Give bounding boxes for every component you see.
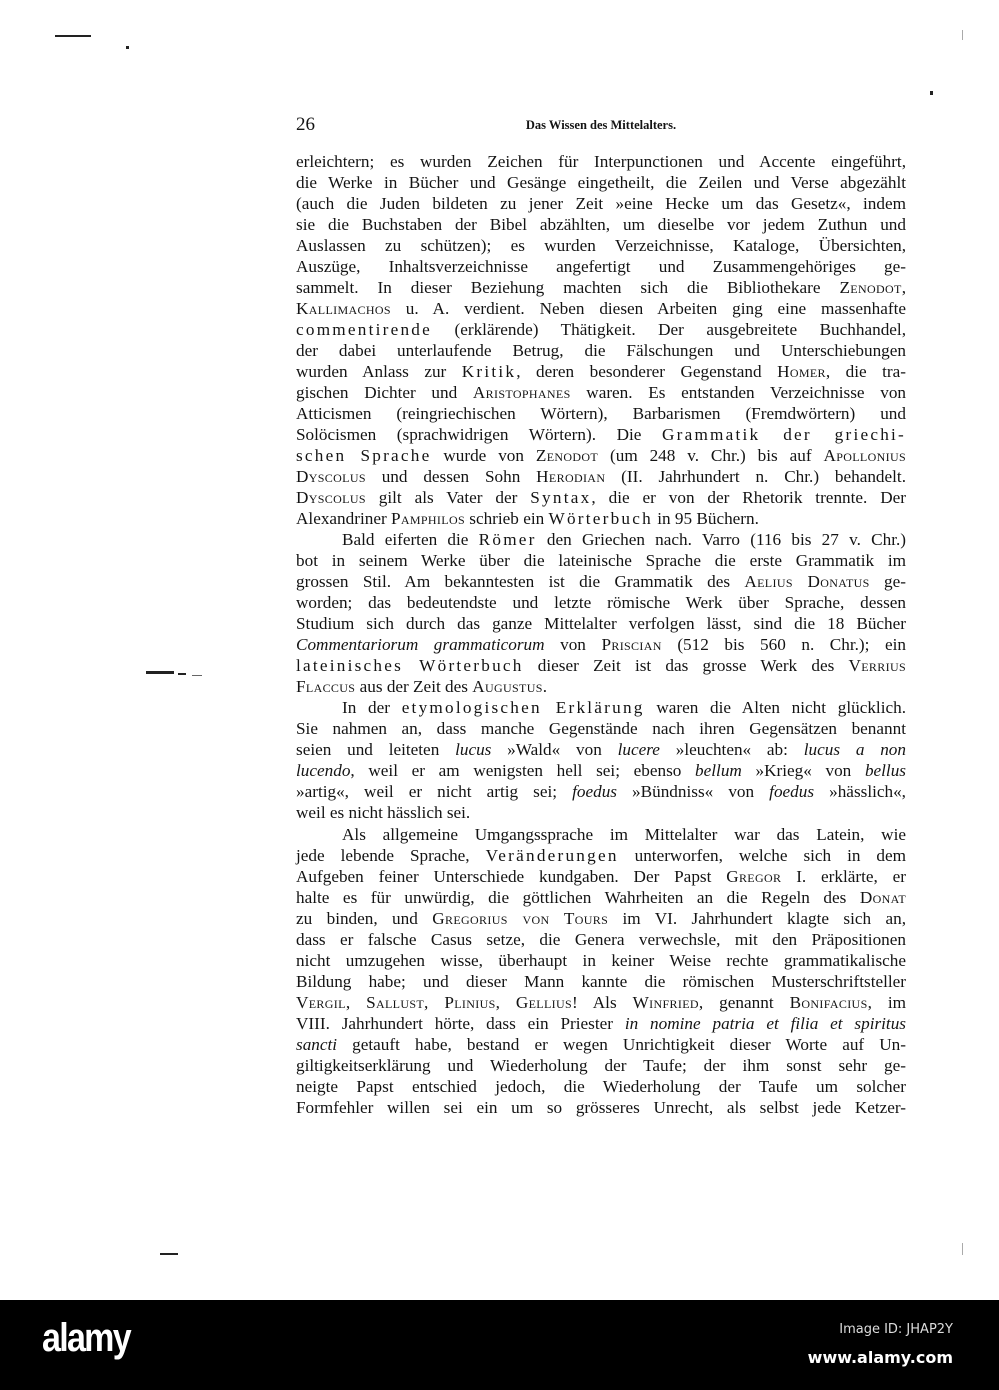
text-line (296, 445, 906, 466)
text-run: Als allgemeine Umgangssprache im Mittelalter war das Latein, wie (342, 824, 906, 844)
text-run: und dessen Sohn (365, 467, 537, 487)
watermark-footer (0, 1300, 999, 1390)
text-run: »Krieg« von (741, 761, 865, 781)
spaced-emphasis: Grammatik der griechi- (661, 425, 906, 445)
text-line (296, 929, 906, 950)
text-line (296, 866, 906, 887)
text-line (296, 781, 906, 802)
text-run: (auch die Juden bildeten zu jener Zeit »eine Hecke um das Gesetz«, indem (296, 194, 906, 214)
spaced-emphasis: Wörterbuch (548, 509, 653, 529)
text-line (296, 887, 906, 908)
text-line (296, 908, 906, 929)
text-run: dass er falsche Casus setze, die Genera verwechsle, mit den Präpositionen (296, 929, 906, 949)
text-run: dieser Zeit ist das grosse Werk des (523, 656, 849, 676)
text-run: , deren besonderer Gegenstand (516, 362, 778, 382)
spaced-emphasis: commentirende (296, 320, 432, 340)
text-line (296, 592, 906, 613)
name-small-caps: Herodian (536, 467, 606, 487)
text-run: »Wald« von (491, 740, 618, 760)
text-run: . (542, 677, 548, 697)
text-line (296, 277, 906, 298)
name-small-caps: Gregorius von Tours (432, 908, 609, 928)
text-run: Atticismen (reingriechischen Wörtern), Barbarismen (Fremdwörtern) und (296, 404, 906, 424)
text-run: , (424, 992, 445, 1012)
name-small-caps: Priscian (601, 635, 662, 655)
text-line (296, 802, 906, 823)
text-run: in 95 Büchern. (652, 509, 759, 529)
text-run: Bildung habe; und dieser Mann kannte die römischen Musterschriftsteller (296, 971, 906, 991)
spaced-emphasis: Kritik (461, 362, 517, 382)
text-run: zu binden, und (296, 908, 433, 928)
name-small-caps: Vergil (296, 992, 346, 1012)
scan-mark (160, 1253, 178, 1255)
italic-term: in nomine patria et filia et spiritus (624, 1013, 906, 1033)
site-url: www.alamy.com (807, 1348, 953, 1367)
spaced-emphasis: schen Sprache (296, 446, 432, 466)
text-line (296, 529, 906, 550)
text-run: wurden Anlass zur (296, 362, 462, 382)
text-run: , die er von der Rhetorik trennte. Der (591, 488, 906, 508)
text-run: , (495, 992, 516, 1012)
text-line (296, 697, 906, 718)
margin-mark (146, 671, 174, 674)
text-line (296, 256, 906, 277)
text-line (296, 1055, 906, 1076)
italic-term: lucus a non (803, 740, 906, 760)
text-line (296, 613, 906, 634)
text-run: die Werke in Bücher und Gesänge eingetheilt, die Zeilen und Verse abgezählt (296, 173, 906, 193)
text-run: »leuchten« ab: (659, 740, 804, 760)
text-line (296, 1076, 906, 1097)
text-run: weil es nicht hässlich sei. (296, 803, 471, 823)
text-run: worden; das bedeutendste und letzte römische Werk über Sprache, dessen (296, 593, 906, 613)
text-run: , im (867, 992, 906, 1012)
italic-term: lucus (455, 740, 492, 760)
text-run: Auslassen zu schützen); es wurden Verzeichnisse, Kataloge, Übersichten, (296, 236, 906, 256)
text-line (296, 1034, 906, 1055)
text-run: Aufgeben feiner Unterschiede kundgaben. Der Papst (296, 866, 727, 886)
text-run: wurde von (431, 446, 536, 466)
text-run: unterworfen, welche sich in dem (618, 845, 906, 865)
text-run: Studium sich durch das ganze Mittelalter verfolgen lässt, sind die 18 Bücher (296, 614, 906, 634)
text-run: giltigkeitserklärung und Wiederholung der Taufe; der ihm sonst sehr ge- (296, 1055, 906, 1075)
scan-mark (962, 30, 963, 40)
text-run: »Bündniss« von (616, 782, 770, 802)
text-line (296, 845, 906, 866)
italic-term: Commentariorum grammaticorum (296, 635, 545, 655)
text-line (296, 655, 906, 676)
text-line (296, 298, 906, 319)
text-run: u. A. verdient. Neben diesen Arbeiten ging eine massenhafte (390, 299, 906, 319)
name-small-caps: Pamphilos (390, 509, 465, 529)
name-small-caps: Zenodot (839, 278, 902, 298)
text-run: Alexandriner (296, 509, 391, 529)
text-line (296, 571, 906, 592)
text-run: jede lebende Sprache, (296, 845, 486, 865)
text-run: (um 248 v. Chr.) bis auf (598, 446, 824, 466)
text-line (296, 403, 906, 424)
name-small-caps: Homer (777, 362, 826, 382)
alamy-logo: alamy (42, 1316, 130, 1360)
italic-term: sancti (296, 1034, 338, 1054)
text-line (296, 634, 906, 655)
text-line (296, 382, 906, 403)
text-line (296, 1013, 906, 1034)
text-line (296, 340, 906, 361)
text-run: waren die Alten nicht glücklich. (644, 698, 907, 718)
text-run: neigte Papst entschied jedoch, die Wiederholung der Taufe um solcher (296, 1076, 906, 1096)
name-small-caps: Gregor (726, 866, 782, 886)
scan-mark (930, 91, 933, 95)
text-run: sammelt. In dieser Beziehung machten sich die Bibliothekare (296, 278, 840, 298)
text-run: den Griechen nach. Varro (116 bis 27 v. Chr.) (536, 530, 906, 550)
text-run: (II. Jahrhundert n. Chr.) behandelt. (605, 467, 906, 487)
text-line (296, 235, 906, 256)
text-run: , die tra- (825, 362, 906, 382)
text-run: VIII. Jahrhundert hörte, dass ein Priester (296, 1013, 625, 1033)
text-run: , weil er am wenigsten hell sei; ebenso (350, 761, 696, 781)
text-line (296, 319, 906, 340)
text-run: gilt als Vater der (365, 488, 531, 508)
italic-term: bellus (864, 761, 906, 781)
spaced-emphasis: lateinisches Wörterbuch (296, 656, 524, 676)
italic-term: bellum (695, 761, 742, 781)
text-run: sie die Buchstaben der Bibel abzählten, um dieselbe vor jedem Zuthun und (296, 215, 906, 235)
italic-term: lucendo (296, 761, 351, 781)
text-run: , (345, 992, 367, 1012)
text-run: grossen Stil. Am bekanntesten ist die Grammatik des (296, 572, 745, 592)
text-line (296, 424, 906, 445)
text-run: (512 bis 560 n. Chr.); ein (661, 635, 906, 655)
text-line (296, 550, 906, 571)
text-run: In der (342, 698, 402, 718)
text-run: I. erklärte, er (781, 866, 906, 886)
text-line (296, 992, 906, 1013)
text-run: von (544, 635, 602, 655)
name-small-caps: Augustus (472, 677, 543, 697)
name-small-caps: Gellius (515, 992, 573, 1012)
text-run: im VI. Jahrhundert klagte sich an, (608, 908, 906, 928)
text-line (296, 487, 906, 508)
text-run: aus der Zeit des (355, 677, 473, 697)
text-line (296, 739, 906, 760)
text-line (296, 1097, 906, 1118)
name-small-caps: Sallust (366, 992, 425, 1012)
name-small-caps: Verrius (848, 656, 906, 676)
text-run: getauft habe, bestand er wegen Unrichtigkeit dieser Worte auf Un- (337, 1034, 906, 1054)
name-small-caps: Aristophanes (472, 383, 571, 403)
page-number: 26 (296, 114, 315, 135)
name-small-caps: Dyscolus (296, 488, 366, 508)
text-run: Formfehler willen sei ein um so grösseres Unrecht, als selbst jede Ketzer- (296, 1097, 906, 1117)
text-line (296, 151, 906, 172)
text-line (296, 760, 906, 781)
text-line (296, 950, 906, 971)
text-run: , (901, 278, 906, 298)
text-run: schrieb ein (464, 509, 549, 529)
text-run: Solöcismen (sprachwidrigen Wörtern). Die (296, 425, 662, 445)
text-run: halte es für unwürdig, die göttlichen Wahrheiten an die Regeln des (296, 887, 860, 907)
text-line (296, 718, 906, 739)
text-run: seien und leiteten (296, 740, 456, 760)
text-run: bot in seinem Werke über die lateinische Sprache die erste Grammatik im (296, 551, 906, 571)
margin-mark (192, 675, 202, 676)
image-id: Image ID: JHAP2Y (839, 1322, 953, 1337)
name-small-caps: Plinius (444, 992, 496, 1012)
italic-term: lucere (617, 740, 660, 760)
scan-mark (126, 46, 129, 49)
text-run: Auszüge, Inhaltsverzeichnisse angefertigt und Zusammengehöriges ge- (296, 257, 906, 277)
spaced-emphasis: Syntax (530, 488, 592, 508)
scan-mark (962, 1243, 963, 1255)
name-small-caps: Flaccus (296, 677, 356, 697)
text-run: ge- (869, 572, 906, 592)
text-line (296, 214, 906, 235)
name-small-caps: Zenodot (535, 446, 599, 466)
text-run: ! Als (572, 992, 633, 1012)
text-line (296, 508, 906, 529)
text-run: , genannt (698, 992, 790, 1012)
text-line (296, 361, 906, 382)
text-run: (erklärende) Thätigkeit. Der ausgebreitete Buchhandel, (431, 320, 906, 340)
name-small-caps: Aelius Donatus (744, 572, 870, 592)
scan-mark (55, 35, 91, 37)
body-text (296, 151, 906, 1118)
spaced-emphasis: etymologischen Erklärung (401, 698, 645, 718)
italic-term: foedus (572, 782, 617, 802)
text-line (296, 676, 906, 697)
text-line (296, 466, 906, 487)
text-line (296, 193, 906, 214)
text-run: Sie nahmen an, dass manche Gegenstände nach ihren Gegensätzen benannt (296, 719, 906, 739)
text-run: nicht umzugehen wisse, überhaupt in keiner Weise rechte grammatikalische (296, 950, 906, 970)
text-run: der dabei unterlaufende Betrug, die Fälschungen und Unterschiebungen (296, 341, 906, 361)
name-small-caps: Apollonius (823, 446, 906, 466)
margin-mark (178, 673, 186, 675)
text-line (296, 971, 906, 992)
text-run: erleichtern; es wurden Zeichen für Interpunctionen und Accente eingeführt, (296, 152, 906, 171)
spaced-emphasis: Veränderungen (485, 845, 619, 865)
italic-term: foedus (769, 782, 815, 802)
text-line (296, 824, 906, 845)
spaced-emphasis: Römer (478, 530, 537, 550)
text-run: gischen Dichter und (296, 383, 473, 403)
name-small-caps: Winfried (632, 992, 699, 1012)
name-small-caps: Dyscolus (296, 467, 366, 487)
text-run: waren. Es entstanden Verzeichnisse von (570, 383, 906, 403)
name-small-caps: Donat (859, 887, 906, 907)
running-title: Das Wissen des Mittelalters. (525, 118, 677, 132)
text-run: Bald eiferten die (342, 530, 479, 550)
name-small-caps: Kallimachos (296, 299, 391, 319)
text-line (296, 172, 906, 193)
text-run: »artig«, weil er nicht artig sei; (296, 782, 573, 802)
text-run: »hässlich«, (814, 782, 906, 802)
name-small-caps: Bonifacius (789, 992, 868, 1012)
